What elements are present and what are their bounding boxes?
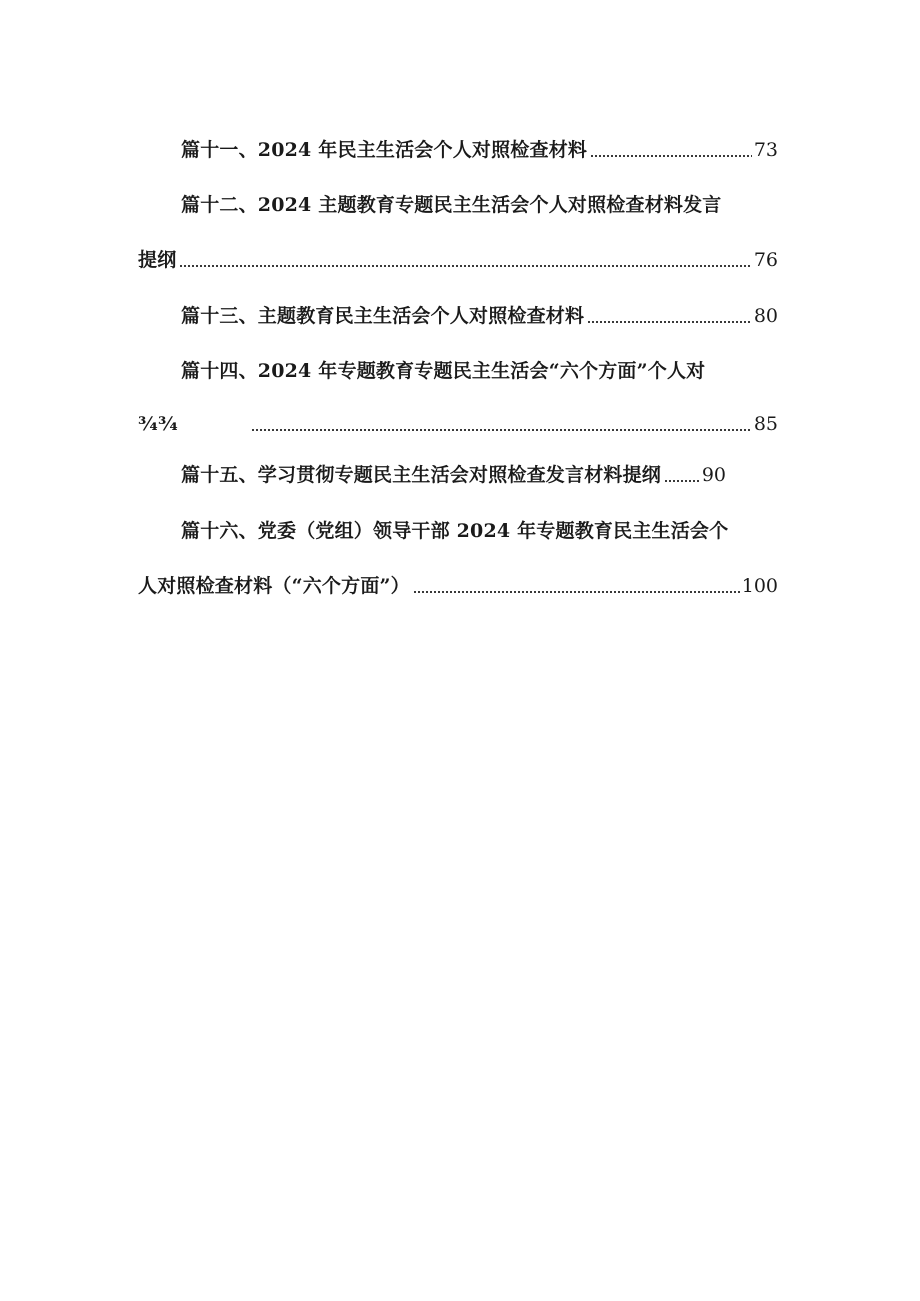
toc-page-number: 76	[753, 249, 778, 271]
toc-entry-15[interactable]	[181, 455, 726, 489]
toc-entry-13[interactable]	[181, 296, 778, 330]
toc-leader-dots	[251, 429, 752, 431]
toc-leader-dots	[179, 265, 751, 267]
toc-entry-title: 篇十一、2024 年民主生活会个人对照检查材料	[181, 139, 588, 161]
toc-entry-12-line1[interactable]	[181, 185, 778, 219]
toc-page-number: 80	[753, 305, 778, 327]
toc-entry-title: 篇十六、党委（党组）领导干部 2024 年专题教育民主生活会个	[181, 520, 729, 542]
toc-entry-16-line1[interactable]	[181, 511, 778, 545]
toc-leader-dots	[664, 480, 700, 482]
toc-entry-14-line2[interactable]	[138, 404, 778, 438]
toc-page-number: 85	[753, 413, 778, 435]
toc-entry-title-continued: ¾¾	[138, 413, 179, 435]
toc-entry-title: 篇十五、学习贯彻专题民主生活会对照检查发言材料提纲	[181, 464, 662, 486]
toc-page-number: 73	[753, 139, 778, 161]
toc-entry-title-continued: 提纲	[138, 249, 177, 271]
toc-entry-title: 篇十二、2024 主题教育专题民主生活会个人对照检查材料发言	[181, 194, 722, 216]
toc-entry-14-line1[interactable]	[181, 351, 778, 385]
toc-entry-12-line2[interactable]	[138, 240, 778, 274]
toc-leader-dots	[587, 321, 752, 323]
toc-entry-title-continued: 人对照检查材料（“六个方面”）	[138, 575, 410, 597]
toc-entry-16-line2[interactable]	[138, 566, 778, 600]
toc-page-number: 100	[741, 575, 778, 597]
toc-entry-title: 篇十三、主题教育民主生活会个人对照检查材料	[181, 305, 585, 327]
toc-entry-11[interactable]	[181, 130, 778, 164]
toc-page-number: 90	[701, 464, 726, 486]
toc-leader-dots	[413, 591, 740, 593]
toc-leader-dots	[590, 155, 752, 157]
toc-entry-title: 篇十四、2024 年专题教育专题民主生活会“六个方面”个人对	[181, 360, 706, 382]
